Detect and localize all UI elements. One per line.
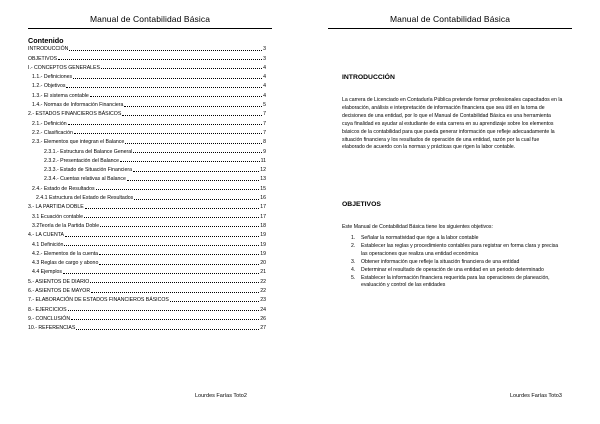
toc-dot-leader [124,105,262,107]
right-page [300,0,600,424]
toc-entry-page: 18 [260,222,266,229]
toc-entry[interactable] [28,80,266,89]
toc-entry-page: 5 [263,102,266,109]
toc-dot-leader [170,300,259,302]
objective-number: 3. [351,258,356,265]
toc-entry[interactable] [28,108,266,117]
toc-entry-page: 4 [263,92,266,99]
toc-entry-label: 3.- LA PARTIDA DOBLE [28,204,84,211]
toc-entry[interactable] [28,136,266,145]
objective-text: Establecer la información financiera requerida para las operaciones de planeación, evaluación y control de las entidades [361,274,550,289]
toc-entry-label: 1.2.- Objetivos [32,83,66,90]
toc-entry[interactable] [28,210,266,219]
toc-dot-leader [74,132,262,134]
toc-entry-page: 7 [263,111,266,118]
objectives-intro: Este Manual de Contabilidad Básica tiene los siguientes objetivos: [342,224,493,230]
toc-entry-page: 3 [263,46,266,53]
toc-entry[interactable] [28,52,266,61]
toc-entry[interactable] [28,229,266,238]
toc-dot-leader [99,263,259,265]
toc-dot-leader [65,235,259,237]
toc-entry[interactable] [28,266,266,275]
toc-dot-leader [68,123,263,125]
toc-entry-page: 7 [263,120,266,127]
toc-dot-leader [125,142,262,144]
toc-entry-label: 2.3.- Elementos que integran el Balance [32,139,125,146]
toc-entry[interactable] [28,62,266,71]
toc-dot-leader [133,170,259,172]
toc-entry[interactable] [28,294,266,303]
objective-text: Determinar el resultado de operación de una entidad en un periodo determinado [361,266,544,273]
toc-entry-label: 2.1.- Definición [32,120,67,127]
toc-entry-page: 13 [260,176,266,183]
toc-entry-label: 4.4 Ejemplos [32,269,62,276]
toc-entry-label: I.- CONCEPTOS GENERALES [28,64,100,71]
toc-entry-page: 26 [260,315,266,322]
page-footer: Lourdes Farías Toto3 [510,393,562,399]
toc-entry[interactable] [28,303,266,312]
toc-dot-leader [127,179,259,181]
objective-text: Señalar la normatividad que rige a la labor contable [361,235,479,241]
objective-text: Obtener información que refleje la situación financiera de una entidad [361,258,520,265]
toc-entry-label: 2.3.1.- Estructura del Balance General [44,148,133,155]
toc-entry[interactable] [28,238,266,247]
toc-entry-label: 10.- REFERENCIAS [28,325,76,332]
toc-entry[interactable] [28,313,266,322]
toc-entry-page: 22 [260,288,266,295]
toc-entry-label: 4.1 Definición [32,241,64,248]
toc-entry-page: 17 [260,213,266,220]
toc-dot-leader [64,244,259,246]
toc-entry-label: 7.- ELABORACIÓN DE ESTADOS FINANCIEROS BÁSICOS [28,297,169,304]
table-of-contents [28,43,266,331]
toc-entry-label: 6.- ASIENTOS DE MAYOR [28,288,91,295]
header-rule [328,28,572,29]
toc-entry-label: 1.1.- Definiciones [32,74,73,81]
toc-entry-page: 4 [263,64,266,71]
toc-entry[interactable] [28,285,266,294]
toc-entry-page: 4 [263,74,266,81]
toc-dot-leader [96,188,260,190]
toc-entry[interactable] [28,182,266,191]
toc-entry[interactable] [28,145,266,154]
introduction-heading: INTRODUCCIÓN [342,74,395,81]
toc-dot-leader [84,216,259,218]
toc-title: Contenido [28,36,64,45]
toc-dot-leader [134,198,259,200]
toc-dot-leader [69,49,262,51]
toc-entry-label: 1.4.- Normas de Información Financiera [32,102,124,109]
objective-item [351,275,563,291]
toc-dot-leader [99,253,259,255]
objective-number: 2. [351,242,356,249]
toc-entry-label: 3.2Teoría de la Partida Doble [32,222,100,229]
toc-entry-label: 2.3.4.- Cuentas relativas al Balance [44,176,126,183]
objective-item [351,259,563,267]
toc-dot-leader [120,160,260,162]
toc-dot-leader [90,281,259,283]
toc-entry-label: 4.3 Reglas de cargo y abono [32,260,99,267]
toc-entry[interactable] [28,43,266,52]
toc-entry-page: 17 [260,204,266,211]
objective-text: Establecer las reglas y procedimiento contables para registrar en forma clara y precisa las operaciones que realiza una entidad económica [361,242,559,257]
toc-entry-page: 27 [260,325,266,332]
toc-entry[interactable] [28,117,266,126]
page-header: Manual de Contabilidad Básica [89,14,211,24]
toc-entry-label: OBJETIVOS [28,55,58,62]
toc-entry[interactable] [28,99,266,108]
toc-entry[interactable] [28,192,266,201]
objective-number: 5. [351,274,356,281]
toc-entry-page: 21 [260,269,266,276]
toc-entry[interactable] [28,201,266,210]
toc-entry[interactable] [28,155,266,164]
toc-entry[interactable] [28,173,266,182]
toc-entry-label: 2.4.1 Estructura del Estado de Resultados [36,195,134,202]
toc-entry[interactable] [28,220,266,229]
toc-entry[interactable] [28,164,266,173]
toc-entry-label: 1.3.- El sistema contable [32,92,89,99]
toc-dot-leader [133,151,262,153]
toc-entry-label: 9.- CONCLUSIÓN [28,315,71,322]
toc-entry-page: 24 [260,306,266,313]
toc-entry-page: 19 [260,250,266,257]
toc-dot-leader [122,114,262,116]
toc-entry-page: 9 [263,148,266,155]
objectives-heading: OBJETIVOS [342,201,381,208]
toc-entry-page: 16 [260,195,266,202]
toc-entry[interactable] [28,257,266,266]
page-footer: Lourdes Farías Toto2 [195,393,247,399]
toc-entry-label: 2.4.- Estado de Resultados [32,185,95,192]
toc-entry-page: 23 [260,297,266,304]
toc-entry[interactable] [28,322,266,331]
toc-dot-leader [63,272,259,274]
objective-number: 4. [351,266,356,273]
toc-entry-label: 4.- LA CUENTA [28,232,64,239]
toc-entry-label: 4.2.- Elementos de la cuenta [32,250,99,257]
toc-entry-page: 8 [263,139,266,146]
toc-entry-label: 3.1 Ecuación contable [32,213,84,220]
toc-dot-leader [76,328,259,330]
toc-entry-label: 8.- EJERCICIOS [28,306,67,313]
introduction-paragraph: La carrera de Licenciado en Contaduría Pública pretende formar profesionales capacitados en la elaboración, análisis e interpretación de información financiera que sea útil en la toma de decisiones de una entidad, por lo que el Manual de Contabilidad Básica es una herramienta cuya finalidad es ayudar al estudiante de esta carrera en su aprendizaje sobre los elementos básicos de la contabilidad para que pueda generar información que refleje adecuadamente la situación financiera y los resultados de operación de una entidad, razón por la cual fue elaborado de acuerdo con la normas y prácticas que rigen la labor contable. [342,97,563,151]
header-rule [28,28,272,29]
objective-item [351,243,563,259]
toc-entry[interactable] [28,71,266,80]
toc-entry-page: 20 [260,260,266,267]
toc-dot-leader [68,309,260,311]
toc-entry-label: 5.- ASIENTOS DE DIARIO [28,278,90,285]
toc-dot-leader [73,77,262,79]
toc-entry-label: INTRODUCCIÓN [28,46,69,53]
toc-entry-page: 7 [263,129,266,136]
toc-dot-leader [71,318,259,320]
objective-item [351,235,563,243]
objective-number: 1. [351,235,356,241]
toc-dot-leader [90,95,262,97]
toc-dot-leader [91,291,259,293]
objective-item [351,267,563,275]
objectives-list [351,235,563,290]
toc-entry-label: 2.- ESTADOS FINANCIEROS BÁSICOS [28,111,122,118]
toc-entry[interactable] [28,127,266,136]
toc-dot-leader [100,225,259,227]
toc-entry-page: 19 [260,241,266,248]
toc-entry-label: 2.3.2.- Presentación del Balance [44,157,119,164]
toc-entry[interactable] [28,89,266,98]
toc-entry-page: 11 [260,157,266,164]
toc-entry-page: 3 [263,55,266,62]
page-header: Manual de Contabilidad Básica [389,14,511,24]
toc-dot-leader [101,67,262,69]
toc-entry-label: 2.3.3.- Estado de Situación Financiera [44,167,132,174]
toc-entry-page: 15 [260,185,266,192]
toc-entry[interactable] [28,248,266,257]
toc-entry-page: 12 [260,167,266,174]
toc-entry-page: 4 [263,83,266,90]
toc-entry-label: 2.2.- Clasificación [32,129,73,136]
toc-entry-page: 19 [260,232,266,239]
toc-dot-leader [66,86,262,88]
toc-dot-leader [58,58,262,60]
toc-dot-leader [85,207,259,209]
toc-entry[interactable] [28,275,266,284]
toc-entry-page: 22 [260,278,266,285]
